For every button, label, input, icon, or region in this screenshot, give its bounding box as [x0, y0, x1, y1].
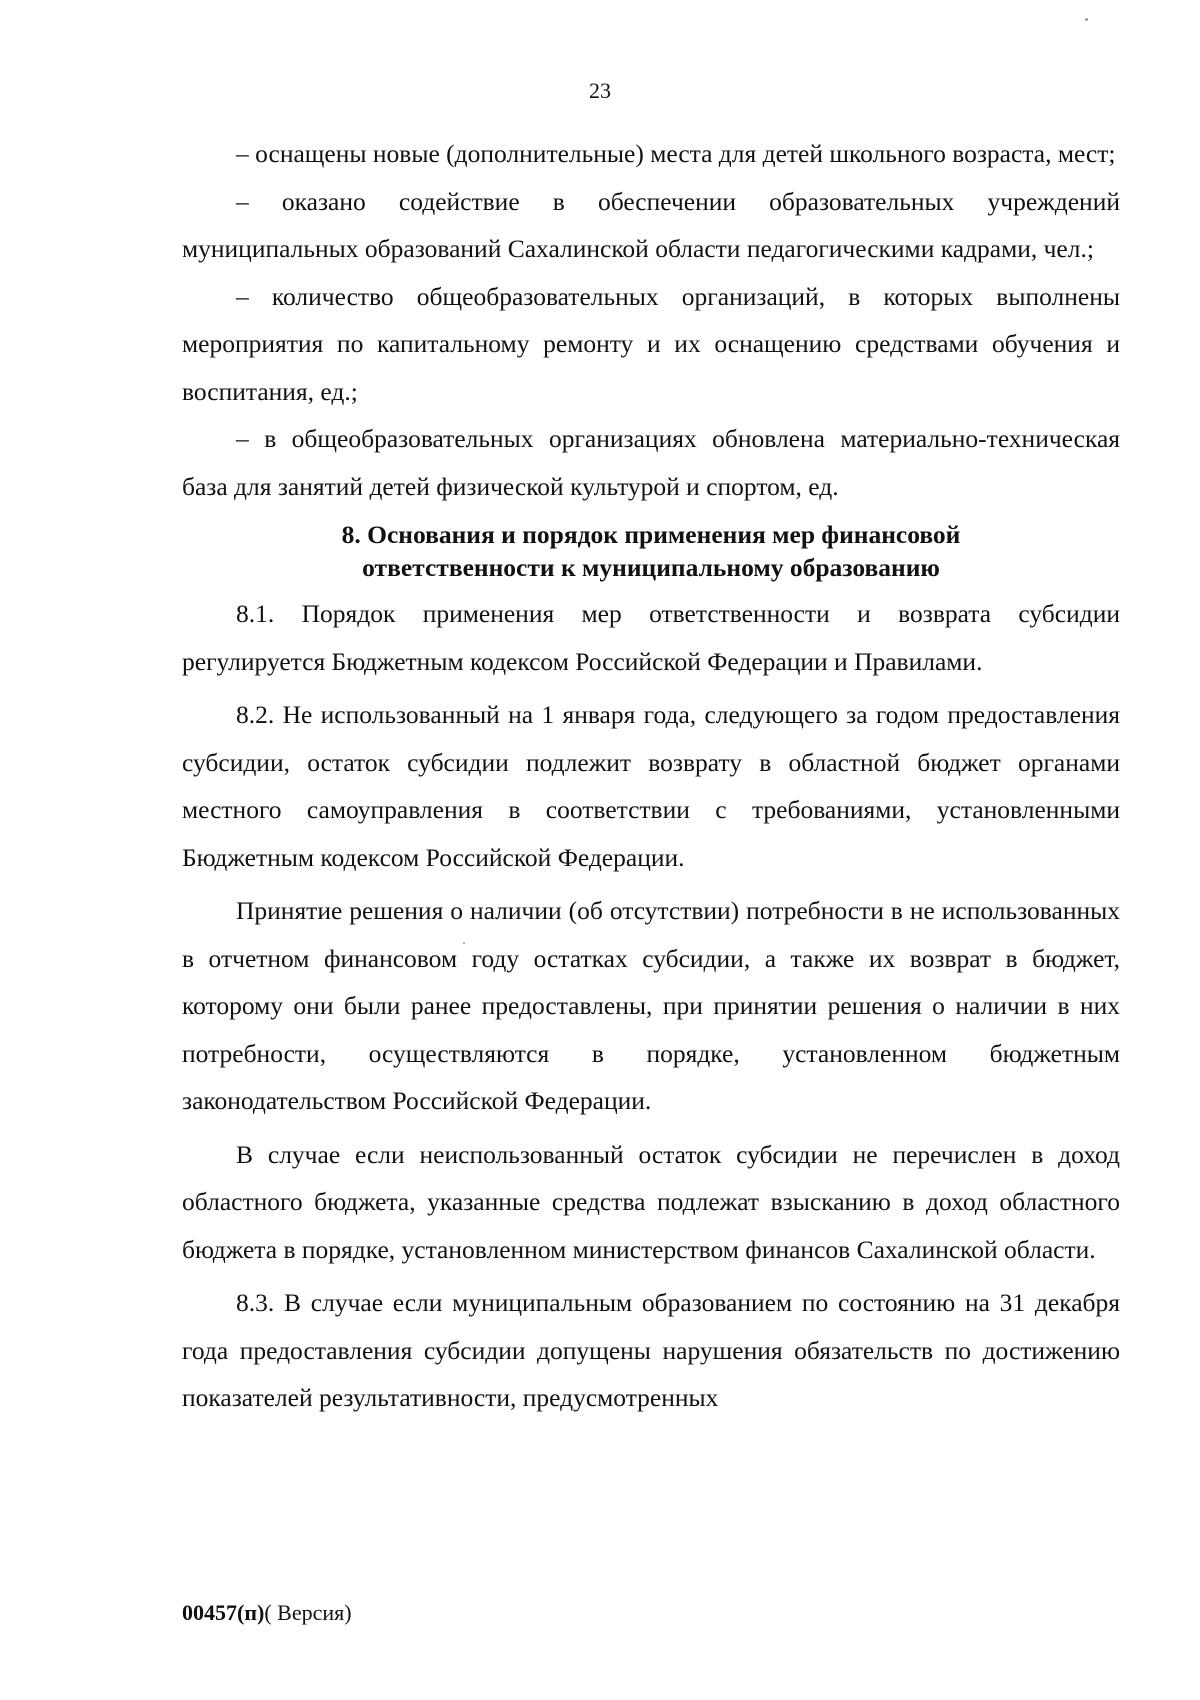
paragraph: Принятие решения о наличии (об отсутствии) потребности в не использованных в отчетном финансовом году остатках субсидии, а также их возврат в бюджет, которому они были ранее предоставлены, при принятии решения о наличии в них потребности, осуществляются в порядке, установленном бюджетным законодательством Российской Федерации.: [182, 896, 1120, 1115]
paragraph: – оснащены новые (дополнительные) места для детей школьного возраста, мест;: [236, 139, 1116, 168]
paragraph: – оказано содействие в обеспечении образовательных учреждений муниципальных образований Сахалинской области педагогическими кадрами, чел.;: [182, 186, 1120, 263]
paragraph: – в общеобразовательных организациях обновлена материально-техническая база для занятий детей физической культурой и спортом, ед.: [182, 424, 1120, 501]
section-heading-line-1: 8. Основания и порядок применения мер финансовой: [341, 520, 961, 549]
paragraph: 8.2. Не использованный на 1 января года, следующего за годом предоставления субсидии, остаток субсидии подлежит возврату в областной бюджет органами местного самоуправления в соответствии с требованиями, установленными Бюджетным кодексом Российской Федерации.: [182, 700, 1120, 872]
section-heading: [182, 518, 1120, 584]
paragraph: 8.1. Порядок применения мер ответственности и возврата субсидии регулируется Бюджетным кодексом Российской Федерации и Правилами.: [182, 599, 1120, 676]
section-heading-line-2: ответственности к муниципальному образованию: [362, 553, 940, 582]
paragraph: – количество общеобразовательных организаций, в которых выполнены мероприятия по капитальному ремонту и их оснащению средствами обучения и воспитания, ед.;: [182, 281, 1120, 406]
document-footer: [182, 1600, 352, 1626]
document-body: [182, 130, 1120, 1422]
scan-artifact: [1085, 18, 1088, 21]
document-code: 00457(п): [182, 1600, 265, 1625]
document-version: ( Версия): [264, 1600, 352, 1625]
paragraph: 8.3. В случае если муниципальным образованием по состоянию на 31 декабря года предоставления субсидии допущены нарушения обязательств по достижению показателей результативности, предусмотренных: [182, 1288, 1120, 1412]
page-number: 23: [589, 78, 611, 103]
paragraph: В случае если неиспользованный остаток субсидии не перечислен в доход областного бюджета, указанные средства подлежат взысканию в доход областного бюджета в порядке, установленном министерством финансов Сахалинской области.: [182, 1139, 1120, 1264]
